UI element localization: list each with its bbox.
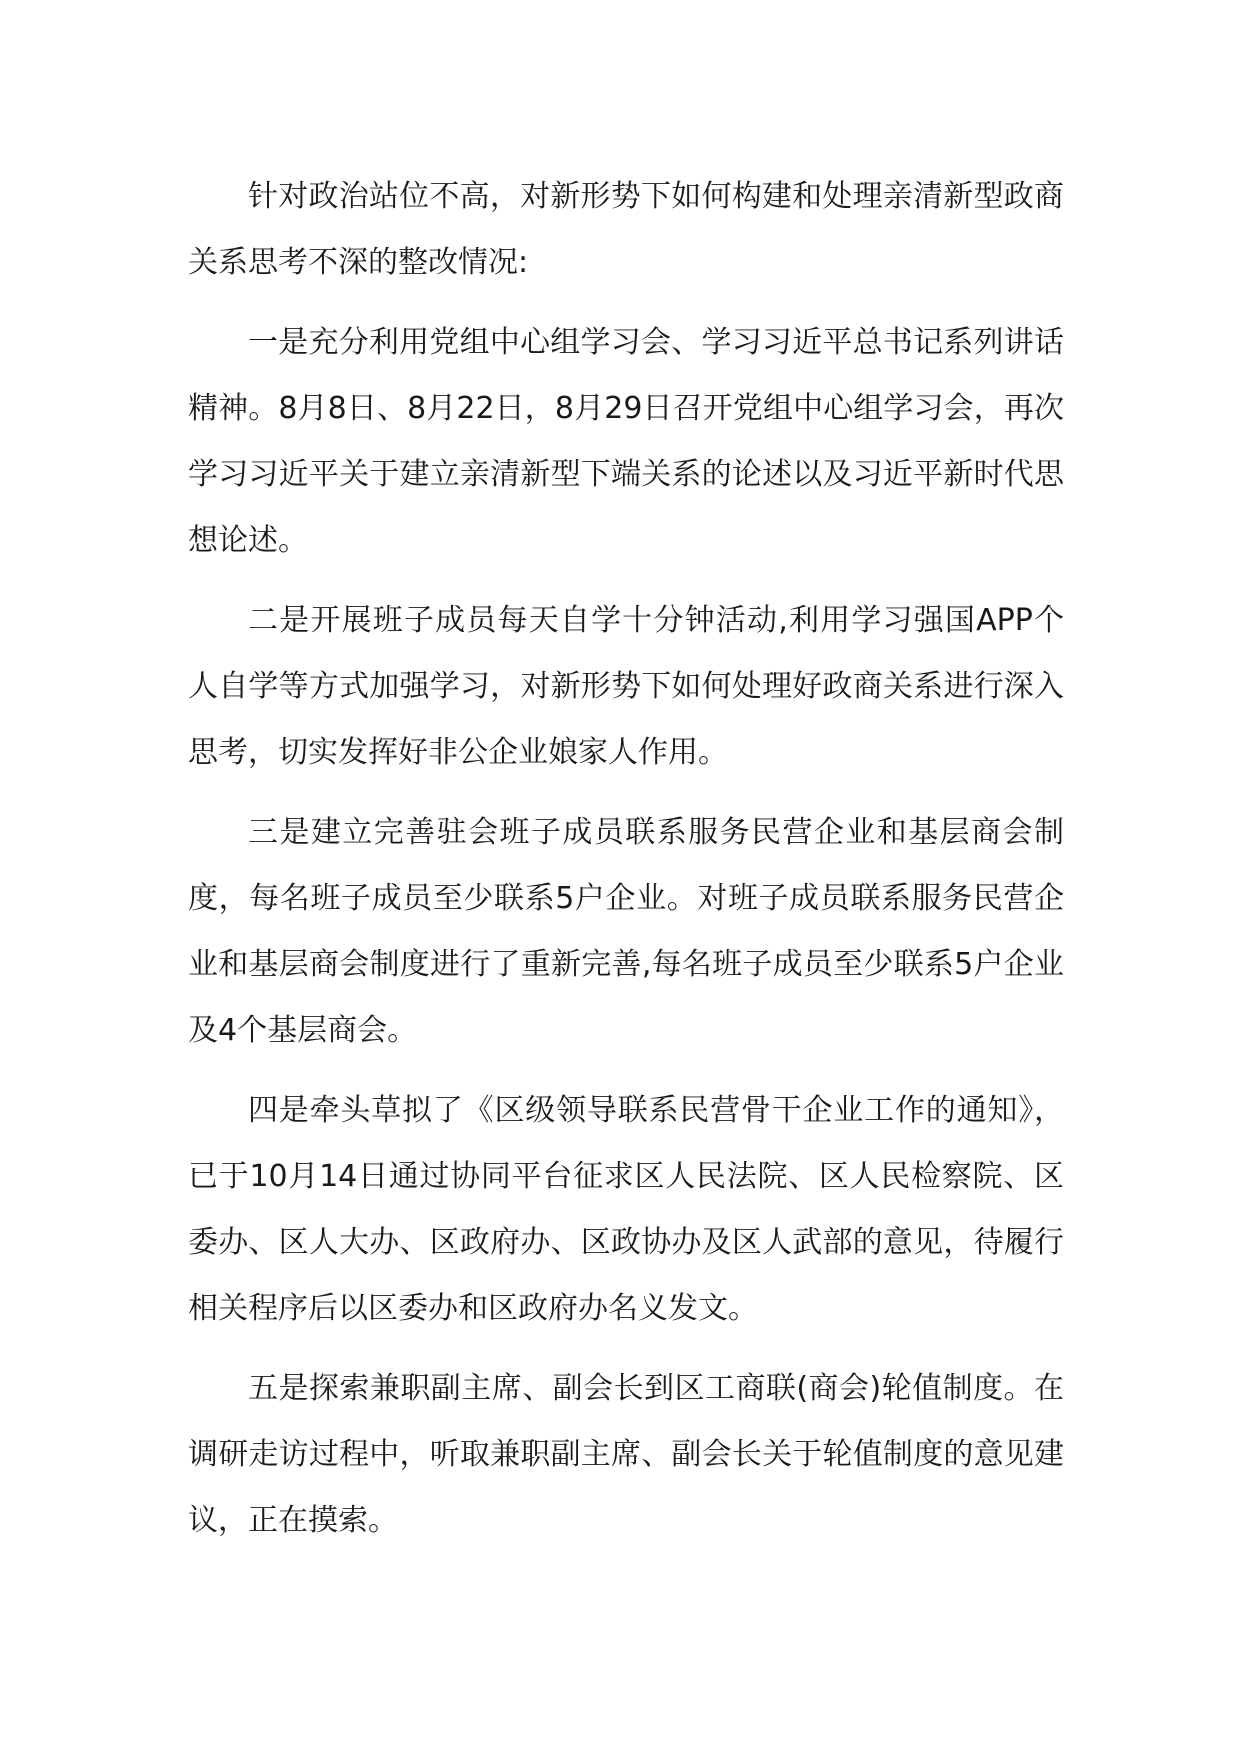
paragraph-item-2: 二是开展班子成员每天自学十分钟活动,利用学习强国APP个人自学等方式加强学习，对新形势下如何处理好政商关系进行深入思考，切实发挥好非公企业娘家人作用。 — [188, 603, 1064, 770]
paragraph-item-5: 五是探索兼职副主席、副会长到区工商联(商会)轮值制度。在调研走访过程中，听取兼职副主席、副会长关于轮值制度的意见建议，正在摸索。 — [188, 1371, 1064, 1538]
paragraph-item-4: 四是牵头草拟了《区级领导联系民营骨干企业工作的通知》，已于10月14日通过协同平台征求区人民法院、区人民检察院、区委办、区人大办、区政府办、区政协办及区人武部的意见，待履行相关程序后以区委办和区政府办名义发文。 — [188, 1093, 1064, 1326]
paragraph-item-1: 一是充分利用党组中心组学习会、学习习近平总书记系列讲话精神。8月8日、8月22日，8月29日召开党组中心组学习会，再次学习习近平关于建立亲清新型下端关系的论述以及习近平新时代思想论述。 — [188, 325, 1064, 558]
paragraph-intro: 针对政治站位不高，对新形势下如何构建和处理亲清新型政商关系思考不深的整改情况: — [188, 179, 1064, 280]
paragraph-item-3: 三是建立完善驻会班子成员联系服务民营企业和基层商会制度，每名班子成员至少联系5户企业。对班子成员联系服务民营企业和基层商会制度进行了重新完善,每名班子成员至少联系5户企业及4个基层商会。 — [188, 815, 1064, 1048]
document-page — [188, 164, 1064, 1568]
